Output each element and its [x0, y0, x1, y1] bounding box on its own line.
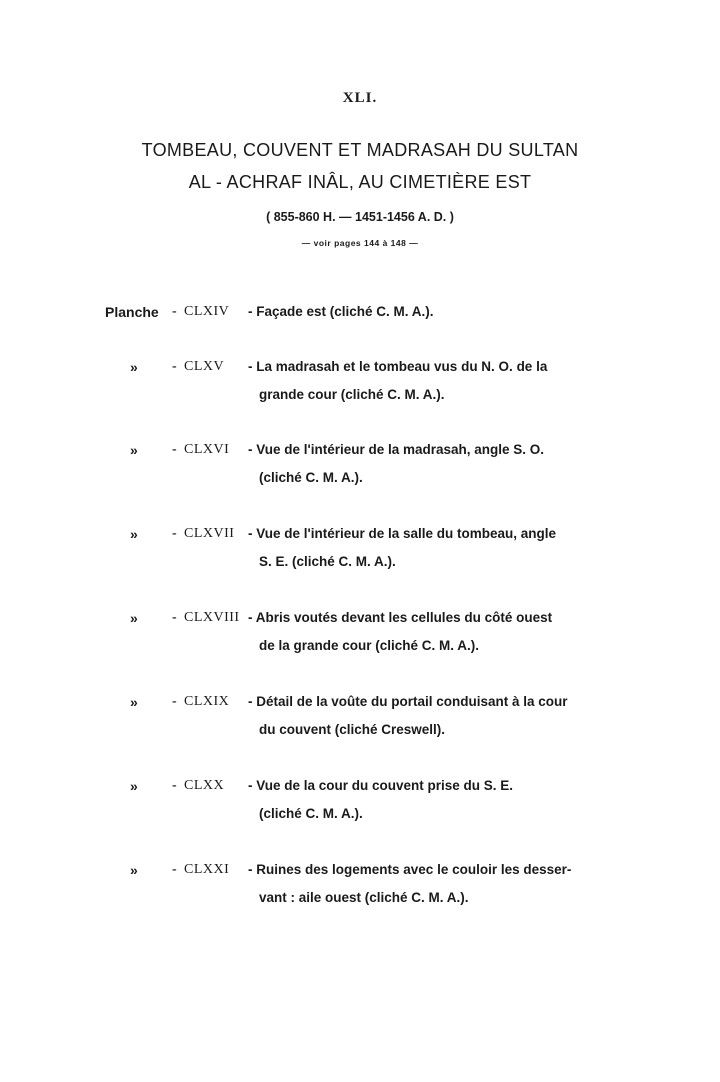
description-line: de la grande cour (cliché C. M. A.).: [259, 638, 480, 653]
plate-description: [248, 436, 638, 492]
plate-numeral: CLXV: [184, 359, 225, 374]
description-line: - Vue de l'intérieur de la madrasah, angle S. O.: [248, 442, 545, 457]
page-reference: — voir pages 144 à 148 —: [301, 238, 419, 248]
plate-label: Planche: [105, 304, 159, 320]
title-line-2: AL - ACHRAF INÂL, AU CIMETIÈRE EST: [188, 172, 532, 192]
plate-numeral: CLXVI: [184, 442, 230, 457]
plate-numeral: CLXIV: [184, 304, 230, 319]
plate-description: [248, 520, 638, 576]
ditto-mark: »: [130, 359, 138, 375]
separator-dash: -: [172, 526, 177, 541]
description-line: - Vue de la cour du couvent prise du S. E.: [248, 778, 514, 793]
plate-numeral: CLXVIII: [184, 610, 240, 625]
ditto-mark: »: [130, 526, 138, 542]
separator-dash: -: [172, 610, 177, 625]
description-line: (cliché C. M. A.).: [259, 806, 363, 821]
section-number: XLI.: [342, 90, 378, 106]
plate-numeral: CLXXI: [184, 862, 230, 877]
plate-description: [248, 688, 638, 744]
date-range: ( 855-860 H. — 1451-1456 A. D. ): [266, 210, 454, 224]
description-line: - Abris voutés devant les cellules du côté ouest: [248, 610, 553, 625]
ditto-mark: »: [130, 442, 138, 458]
separator-dash: -: [172, 359, 177, 374]
separator-dash: -: [172, 442, 177, 457]
ditto-mark: »: [130, 778, 138, 794]
description-line: (cliché C. M. A.).: [259, 470, 363, 485]
description-line: - Façade est (cliché C. M. A.).: [248, 304, 434, 319]
plate-description: [248, 772, 638, 828]
description-line: S. E. (cliché C. M. A.).: [259, 554, 396, 569]
plate-description: [248, 604, 638, 660]
description-line: - Détail de la voûte du portail conduisant à la cour: [248, 694, 568, 709]
description-line: - La madrasah et le tombeau vus du N. O. de la: [248, 359, 548, 374]
description-line: - Ruines des logements avec le couloir les desser-: [248, 862, 572, 877]
separator-dash: -: [172, 862, 177, 877]
ditto-mark: »: [130, 862, 138, 878]
plate-description: [248, 353, 638, 409]
description-line: du couvent (cliché Creswell).: [259, 722, 446, 737]
separator-dash: -: [172, 694, 177, 709]
plate-numeral: CLXIX: [184, 694, 230, 709]
plate-numeral: CLXVII: [184, 526, 235, 541]
separator-dash: -: [172, 304, 177, 319]
ditto-mark: »: [130, 694, 138, 710]
description-line: grande cour (cliché C. M. A.).: [259, 387, 445, 402]
description-line: - Vue de l'intérieur de la salle du tombeau, angle: [248, 526, 557, 541]
title-line-1: TOMBEAU, COUVENT ET MADRASAH DU SULTAN: [141, 140, 579, 160]
ditto-mark: »: [130, 610, 138, 626]
separator-dash: -: [172, 778, 177, 793]
plate-numeral: CLXX: [184, 778, 225, 793]
plate-description: [248, 856, 638, 912]
description-line: vant : aile ouest (cliché C. M. A.).: [259, 890, 469, 905]
plate-description: [248, 298, 638, 326]
